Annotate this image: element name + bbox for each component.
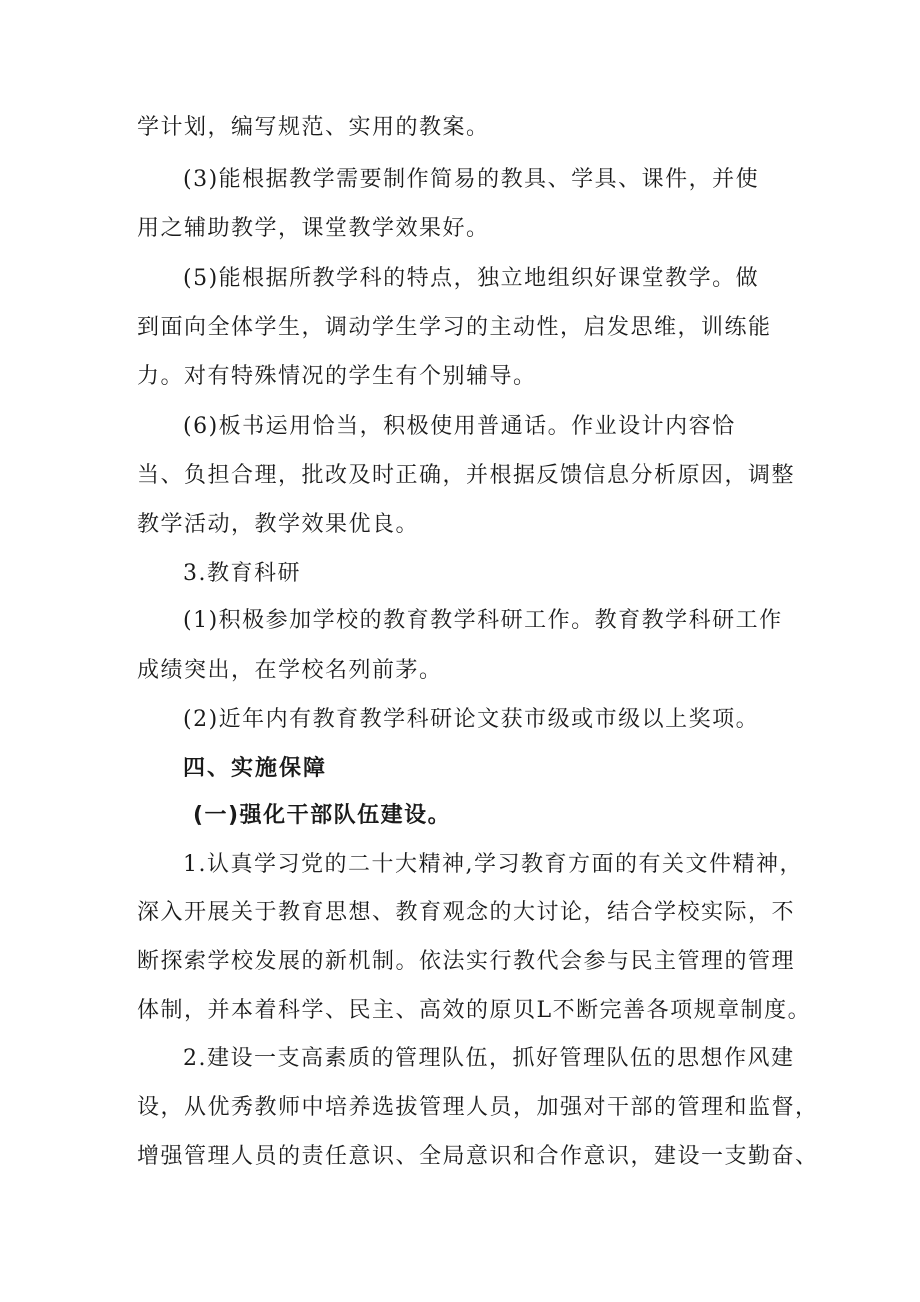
- text-line: 设，从优秀教师中培养选拔管理人员，加强对干部的管理和监督，: [137, 1095, 819, 1120]
- subsection-heading: (一)强化干部队伍建设。: [193, 803, 452, 828]
- text-line: 成绩突出，在学校名列前茅。: [137, 658, 443, 683]
- text-line: (2)近年内有教育教学科研论文获市级或市级以上奖项。: [183, 707, 760, 732]
- text-line: 2.建设一支高素质的管理队伍，抓好管理队伍的思想作风建: [183, 1046, 795, 1071]
- text-line: 用之辅助教学，课堂教学效果好。: [137, 216, 490, 241]
- text-line: (1)积极参加学校的教育教学科研工作。教育教学科研工作: [183, 608, 783, 633]
- text-line: (6)板书运用恰当，积极使用普通话。作业设计内容恰: [183, 414, 736, 439]
- chapter-heading: 四、实施保障: [183, 756, 328, 781]
- text-line: 教学活动，教学效果优良。: [137, 512, 420, 537]
- text-line: 学计划，编写规范、实用的教案。: [137, 115, 490, 140]
- text-line: 1.认真学习党的二十大精神,学习教育方面的有关文件精神，: [183, 852, 803, 877]
- text-line: 当、负担合理，批改及时正确，并根据反馈信息分析原因，调整: [137, 463, 796, 488]
- text-line: 力。对有特殊情况的学生有个别辅导。: [137, 364, 537, 389]
- text-line: 增强管理人员的责任意识、全局意识和合作意识，建设一支勤奋、: [137, 1144, 819, 1169]
- text-line: 断探索学校发展的新机制。依法实行教代会参与民主管理的管理: [137, 949, 796, 974]
- text-line: 深入开展关于教育思想、教育观念的大讨论，结合学校实际，不: [137, 900, 796, 925]
- text-line: 体制，并本着科学、民主、高效的原贝L不断完善各项规章制度。: [137, 998, 812, 1023]
- text-line: 到面向全体学生，调动学生学习的主动性，启发思维，训练能: [137, 315, 772, 340]
- text-line: (3)能根据教学需要制作简易的教具、学具、课件，并使: [183, 167, 760, 192]
- section-heading: 3.教育科研: [183, 561, 301, 586]
- text-line: (5)能根据所教学科的特点，独立地组织好课堂教学。做: [183, 266, 760, 291]
